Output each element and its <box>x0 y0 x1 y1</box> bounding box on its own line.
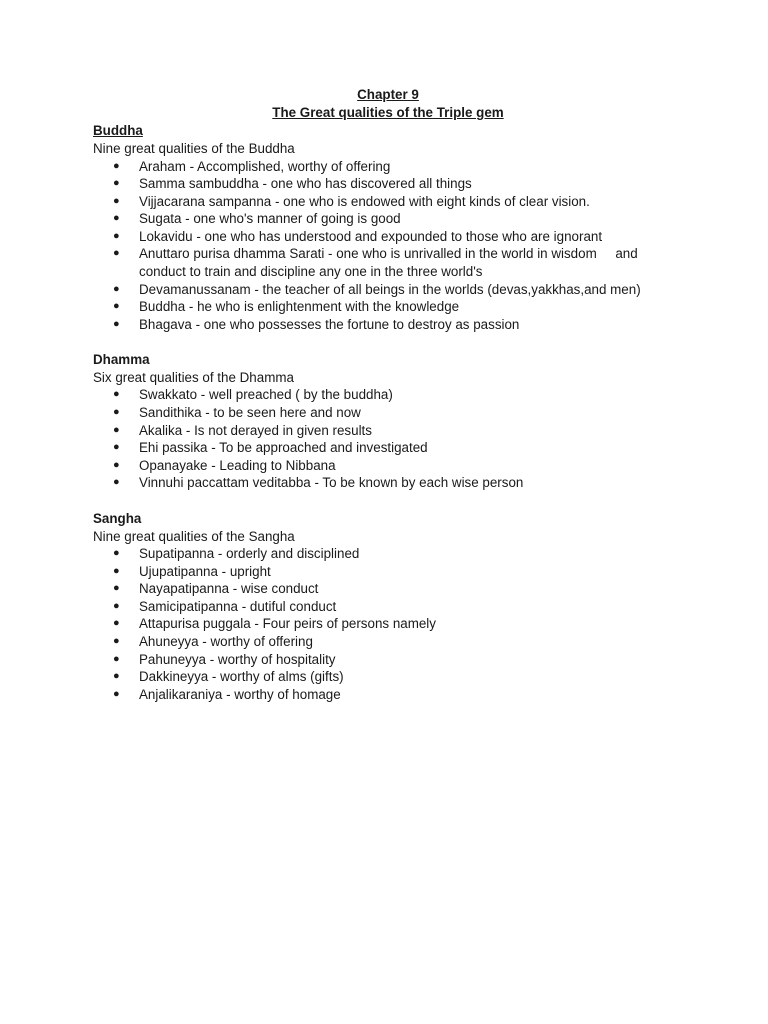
list-item-text: Araham - Accomplished, worthy of offering <box>139 158 391 174</box>
bullet-icon: ● <box>113 159 120 172</box>
list-item <box>93 615 683 633</box>
section-buddha <box>93 122 683 333</box>
bullet-icon: ● <box>113 406 120 419</box>
list-item <box>93 563 683 581</box>
list-item <box>93 598 683 616</box>
bullet-icon: ● <box>113 388 120 401</box>
list-item <box>93 651 683 669</box>
list-item <box>93 545 683 563</box>
list-item-text: Sandithika - to be seen here and now <box>139 405 361 421</box>
list-item-text: Vinnuhi paccattam veditabba - To be known by each wise person <box>139 475 524 491</box>
list-item-text: Vijjacarana sampanna - one who is endowed with eight kinds of clear vision. <box>139 193 590 209</box>
section-title-buddha: Buddha <box>93 123 143 138</box>
list-item-text: Samma sambuddha - one who has discovered all things <box>139 176 472 192</box>
list-item <box>93 457 683 475</box>
list-item <box>93 439 683 457</box>
bullet-icon: ● <box>113 458 120 471</box>
list-item <box>93 210 683 228</box>
bullet-icon: ● <box>113 476 120 489</box>
list-item <box>93 686 683 704</box>
list-item-text: Supatipanna - orderly and disciplined <box>139 546 360 561</box>
list-item <box>93 228 683 246</box>
list-item <box>93 580 683 598</box>
list-item-text: Nayapatipanna - wise conduct <box>139 581 319 597</box>
list-item-text: Buddha - he who is enlightenment with the knowledge <box>139 299 460 315</box>
list-item-text: Dakkineyya - worthy of alms (gifts) <box>139 669 344 685</box>
list-item-text: Pahuneyya - worthy of hospitality <box>139 651 336 667</box>
bullet-icon: ● <box>113 229 120 242</box>
document-content <box>93 86 683 703</box>
section-title-sangha: Sangha <box>93 510 142 526</box>
list-item <box>93 245 683 280</box>
bullet-icon: ● <box>113 247 120 260</box>
bullet-icon: ● <box>113 599 120 612</box>
bullet-icon: ● <box>113 177 120 190</box>
bullet-icon: ● <box>113 582 120 595</box>
section-title-dhamma: Dhamma <box>93 351 150 367</box>
list-item <box>93 386 683 404</box>
list-item <box>93 316 683 334</box>
bullet-icon: ● <box>113 547 120 559</box>
bullet-icon: ● <box>113 687 120 700</box>
qualities-list-dhamma <box>93 386 683 492</box>
list-item-text: Lokavidu - one who has understood and expounded to those who are ignorant <box>139 228 603 244</box>
list-item-text: Attapurisa puggala - Four peirs of persons namely <box>139 616 436 632</box>
chapter-title: The Great qualities of the Triple gem <box>272 105 504 120</box>
section-intro-sangha: Nine great qualities of the Sangha <box>93 528 295 544</box>
list-item <box>93 474 683 492</box>
section-sangha <box>93 510 683 704</box>
bullet-icon: ● <box>113 652 120 665</box>
list-item-text: Anuttaro purisa dhamma Sarati - one who is unrivalled in the world in wisdom and conduct to train and discipline any one in the three world's <box>139 246 638 280</box>
bullet-icon: ● <box>113 423 120 436</box>
bullet-icon: ● <box>113 634 120 647</box>
list-item-text: Opanayake - Leading to Nibbana <box>139 457 336 473</box>
list-item <box>93 633 683 651</box>
list-item-text: Bhagava - one who possesses the fortune to destroy as passion <box>139 316 520 332</box>
section-intro-dhamma: Six great qualities of the Dhamma <box>93 369 294 385</box>
list-item-text: Swakkato - well preached ( by the buddha) <box>139 387 393 403</box>
list-item-text: Samicipatipanna - dutiful conduct <box>139 598 337 614</box>
list-item-text: Ujupatipanna - upright <box>139 563 271 579</box>
list-item <box>93 175 683 193</box>
bullet-icon: ● <box>113 441 120 454</box>
list-item <box>93 668 683 686</box>
bullet-icon: ● <box>113 300 120 313</box>
bullet-icon: ● <box>113 194 120 207</box>
bullet-icon: ● <box>113 282 120 295</box>
bullet-icon: ● <box>113 564 120 577</box>
list-item <box>93 281 683 299</box>
list-item <box>93 193 683 211</box>
list-item <box>93 404 683 422</box>
list-item-text: Ahuneyya - worthy of offering <box>139 633 313 649</box>
list-item-text: Akalika - Is not derayed in given results <box>139 422 372 438</box>
qualities-list-buddha <box>93 158 683 334</box>
list-item-text: Ehi passika - To be approached and investigated <box>139 440 428 456</box>
list-item-text: Sugata - one who's manner of going is good <box>139 211 401 227</box>
list-item <box>93 298 683 316</box>
chapter-number: Chapter 9 <box>357 87 419 102</box>
qualities-list-sangha <box>93 545 683 703</box>
bullet-icon: ● <box>113 212 120 225</box>
list-item <box>93 422 683 440</box>
bullet-icon: ● <box>113 317 120 330</box>
section-intro-buddha: Nine great qualities of the Buddha <box>93 141 295 156</box>
section-dhamma <box>93 351 683 492</box>
bullet-icon: ● <box>113 670 120 683</box>
list-item-text: Devamanussanam - the teacher of all beings in the worlds (devas,yakkhas,and men) <box>139 281 641 297</box>
list-item-text: Anjalikaraniya - worthy of homage <box>139 686 341 702</box>
list-item <box>93 158 683 176</box>
bullet-icon: ● <box>113 617 120 630</box>
